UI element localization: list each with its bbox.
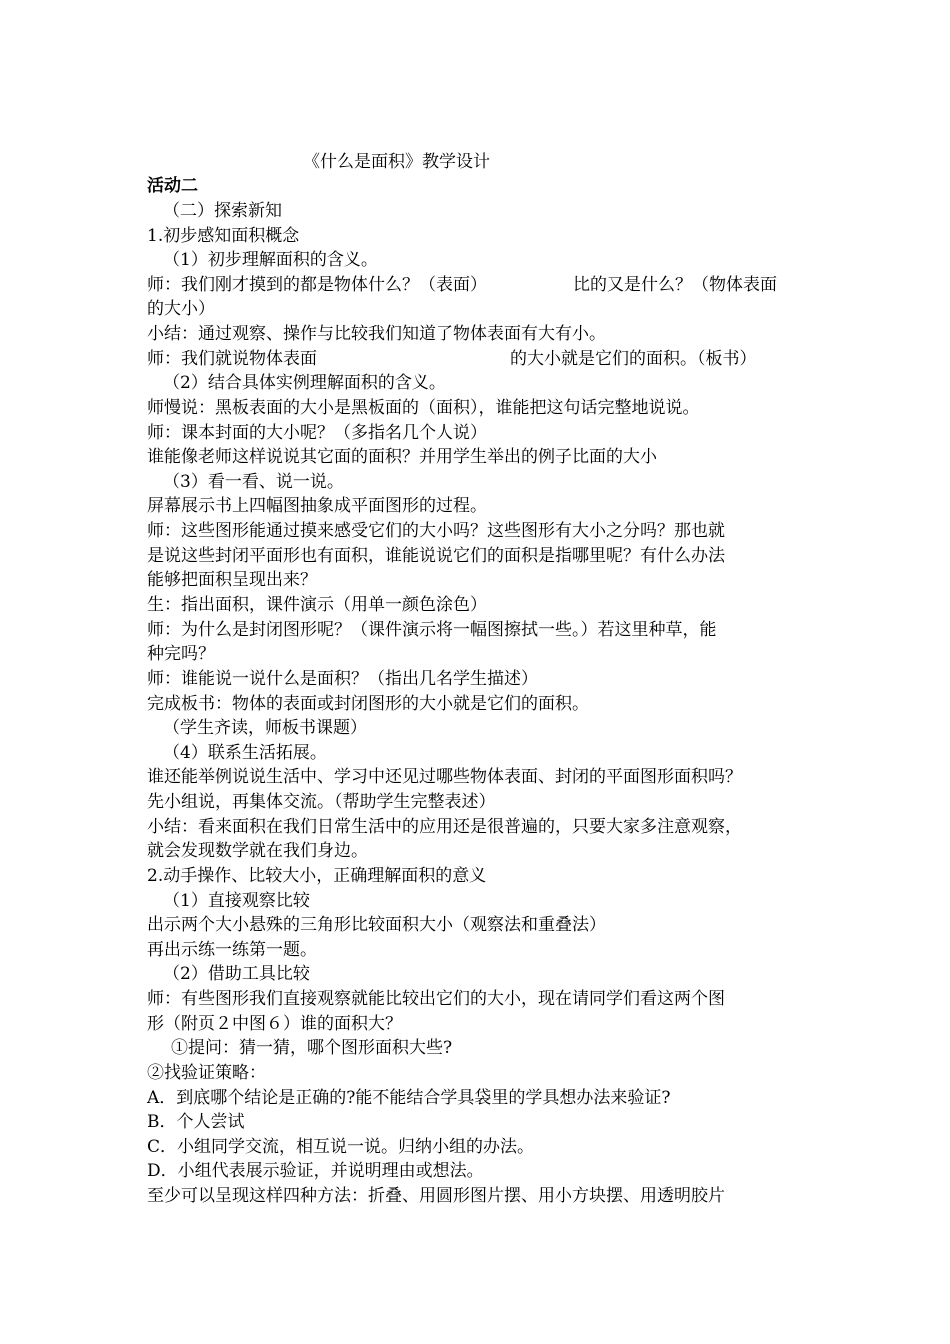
text-line-part: 师：我们刚才摸到的都是物体什么？（表面）	[147, 275, 487, 295]
text-line: A．到底哪个结论是正确的?能不能结合学具袋里的学具想办法来验证?	[147, 1088, 671, 1108]
text-line: 师慢说：黑板表面的大小是黑板面的（面积），谁能把这句话完整地说说。	[147, 398, 700, 418]
text-line: 种完吗？	[147, 644, 215, 664]
text-line-part: 师：我们就说物体表面	[147, 349, 317, 369]
text-line: （2）结合具体实例理解面积的含义。	[163, 373, 446, 393]
text-line: 谁能像老师这样说说其它面的面积？并用学生举出的例子比面的大小	[147, 447, 657, 467]
text-line: （二）探索新知	[163, 201, 282, 221]
text-line: （1）直接观察比较	[163, 891, 310, 911]
text-line: 谁还能举例说说生活中、学习中还见过哪些物体表面、封闭的平面图形面积吗？	[147, 767, 742, 787]
text-line: （学生齐读，师板书课题）	[163, 718, 367, 738]
doc-title: 《什么是面积》教学设计	[303, 152, 490, 172]
text-line: 小结：看来面积在我们日常生活中的应用还是很普遍的，只要大家多注意观察，	[147, 817, 742, 837]
text-line: 生：指出面积，课件演示（用单一颜色涂色）	[147, 595, 487, 615]
text-line: 能够把面积呈现出来？	[147, 570, 317, 590]
text-line: 师：谁能说一说什么是面积？（指出几名学生描述）	[147, 669, 538, 689]
text-line: 的大小）	[147, 299, 215, 319]
text-line: （2）借助工具比较	[163, 964, 310, 984]
text-line: 师：为什么是封闭图形呢？（课件演示将一幅图擦拭一些。）若这里种草，能	[147, 620, 717, 640]
text-line: （3）看一看、说一说。	[163, 472, 344, 492]
text-line: 出示两个大小悬殊的三角形比较面积大小（观察法和重叠法）	[147, 915, 606, 935]
text-line: 小结：通过观察、操作与比较我们知道了物体表面有大有小。	[147, 324, 606, 344]
text-line: 是说这些封闭平面形也有面积，谁能说说它们的面积是指哪里呢？有什么办法	[147, 546, 725, 566]
text-line: 形（附页２中图６）谁的面积大？	[147, 1014, 402, 1034]
text-line: 1.初步感知面积概念	[147, 226, 300, 246]
text-line: ②找验证策略：	[147, 1063, 266, 1083]
text-line: 再出示练一练第一题。	[147, 940, 317, 960]
text-line: （4）联系生活拓展。	[163, 743, 327, 763]
text-line: B．个人尝试	[147, 1112, 245, 1132]
text-line: 师：课本封面的大小呢？（多指名几个人说）	[147, 423, 487, 443]
text-line-part: 的大小就是它们的面积。（板书）	[510, 349, 757, 369]
text-line-part: 比的又是什么？（物体表面	[573, 275, 777, 295]
text-line: C．小组同学交流，相互说一说。归纳小组的办法。	[147, 1137, 535, 1157]
text-line: D．小组代表展示验证，并说明理由或想法。	[147, 1161, 484, 1181]
text-line: 至少可以呈现这样四种方法：折叠、用圆形图片摆、用小方块摆、用透明胶片	[147, 1186, 725, 1206]
text-line: （1）初步理解面积的含义。	[163, 250, 378, 270]
text-line: 师：有些图形我们直接观察就能比较出它们的大小，现在请同学们看这两个图	[147, 989, 725, 1009]
text-line: 就会发现数学就在我们身边。	[147, 841, 368, 861]
text-line: 2.动手操作、比较大小，正确理解面积的意义	[147, 866, 487, 886]
text-line: 先小组说，再集体交流。（帮助学生完整表述）	[147, 792, 496, 812]
text-line: ①提问：猜一猜，哪个图形面积大些?	[171, 1038, 453, 1058]
text-line: 屏幕展示书上四幅图抽象成平面图形的过程。	[147, 496, 487, 516]
text-line: 师：这些图形能通过摸来感受它们的大小吗？这些图形有大小之分吗？那也就	[147, 521, 725, 541]
section-heading: 活动二	[147, 176, 198, 196]
text-line: 完成板书：物体的表面或封闭图形的大小就是它们的面积。	[147, 694, 589, 714]
